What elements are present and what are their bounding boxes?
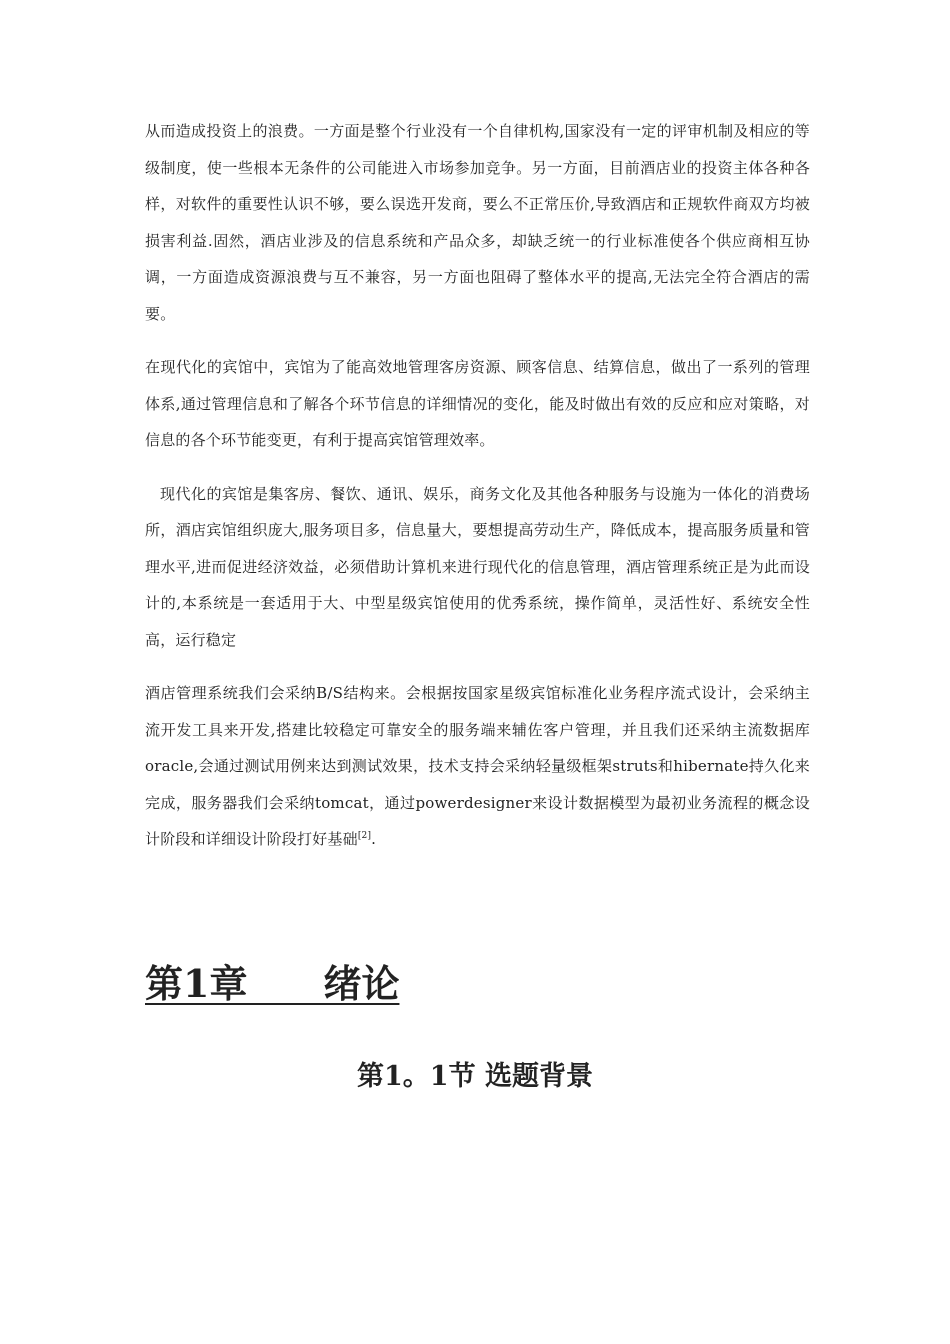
section-heading: 第1。1节 选题背景 [357, 1061, 593, 1092]
paragraph-4-text: 酒店管理系统我们会采纳B/S结构来。会根据按国家星级宾馆标准化业务程序流式设计，会采纳主流开发工具来开发,搭建比较稳定可靠安全的服务端来辅佐客户管理，并且我们还采纳主流数据库oracle,会通过测试用例来达到测试效果，技术支持会采纳轻量级框架struts和hibernate持久化来完成，服务器我们会采纳tomcat，通过powerdesigner来设计数据模型为最初业务流程的概念设计阶段和详细设计阶段打好基础 [145, 684, 810, 848]
paragraph-2: 在现代化的宾馆中，宾馆为了能高效地管理客房资源、顾客信息、结算信息，做出了一系列的管理体系,通过管理信息和了解各个环节信息的详细情况的变化，能及时做出有效的反应和应对策略，对信息的各个环节能变更，有利于提高宾馆管理效率。 [145, 358, 810, 449]
paragraph-4 [145, 675, 810, 858]
paragraph-3: 现代化的宾馆是集客房、餐饮、通讯、娱乐，商务文化及其他各种服务与设施为一体化的消费场所，酒店宾馆组织庞大,服务项目多，信息量大，要想提高劳动生产，降低成本，提高服务质量和管理水平,进而促进经济效益，必须借助计算机来进行现代化的信息管理，酒店管理系统正是为此而设计的,本系统是一套适用于大、中型星级宾馆使用的优秀系统，操作简单，灵活性好、系统安全性高，运行稳定 [145, 484, 810, 649]
document-body [145, 113, 810, 858]
citation-marker: [2] [357, 831, 372, 841]
paragraph-4-end: . [371, 830, 377, 848]
chapter-heading: 第1章 绪论 [145, 961, 400, 1006]
paragraph-1: 从而造成投资上的浪费。一方面是整个行业没有一个自律机构,国家没有一定的评审机制及相应的等级制度，使一些根本无条件的公司能进入市场参加竞争。另一方面，目前酒店业的投资主体各种各样，对软件的重要性认识不够，要么误选开发商，要么不正常压价,导致酒店和正规软件商双方均被损害利益.固然，酒店业涉及的信息系统和产品众多，却缺乏统一的行业标准使各个供应商相互协调，一方面造成资源浪费与互不兼容，另一方面也阻碍了整体水平的提高,无法完全符合酒店的需要。 [145, 122, 810, 323]
